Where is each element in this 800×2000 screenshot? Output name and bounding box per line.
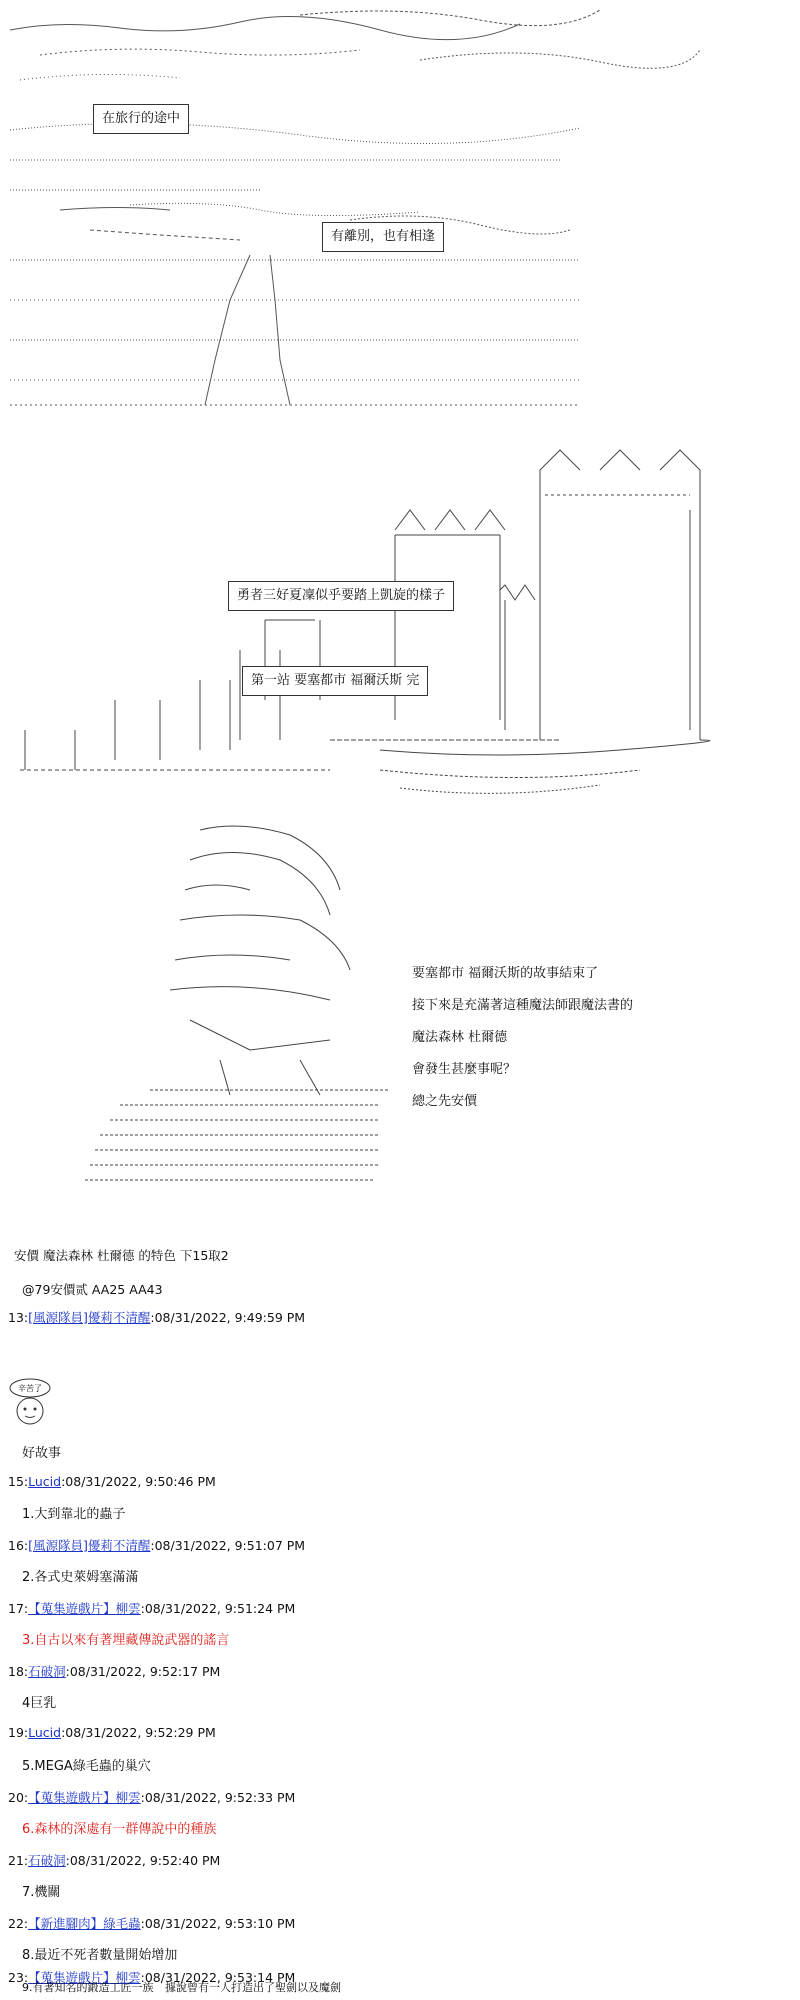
post-timestamp: :08/31/2022, 9:52:17 PM bbox=[65, 1664, 221, 1679]
avatar-label: 辛苦了 bbox=[18, 1384, 42, 1393]
post-number: 18: bbox=[8, 1664, 29, 1679]
post-body-line: 據說曾有一人打造出了聖劍以及魔劍 bbox=[165, 1981, 341, 1994]
post-number: 22: bbox=[8, 1916, 29, 1931]
post-number: 20: bbox=[8, 1790, 29, 1805]
fortress-illustration bbox=[0, 440, 800, 800]
fortress-art-panel bbox=[0, 440, 800, 800]
post-timestamp: :08/31/2022, 9:52:40 PM bbox=[65, 1853, 221, 1868]
avatar bbox=[8, 1378, 52, 1434]
character-illustration bbox=[0, 820, 420, 1200]
post-header bbox=[8, 1599, 295, 1617]
post-timestamp: :08/31/2022, 9:50:46 PM bbox=[61, 1474, 216, 1489]
narration-line: 接下來是充滿著這種魔法師跟魔法書的 bbox=[412, 998, 634, 1013]
post-number: 19: bbox=[8, 1725, 29, 1740]
poster-name-link[interactable]: [風源隊員]優莉不清醒 bbox=[28, 1310, 151, 1325]
post-body: 1.大到靠北的蟲子 bbox=[22, 1507, 126, 1522]
post-body-highlight: 6.森林的深處有一群傳說中的種族 bbox=[22, 1822, 217, 1837]
thread-subtitle: @79安價贰 AA25 AA43 bbox=[22, 1282, 163, 1297]
thread-title: 安價 魔法森林 杜爾德 的特色 下15取2 bbox=[14, 1248, 229, 1263]
avatar-face-icon bbox=[8, 1378, 52, 1430]
narration-block bbox=[412, 965, 633, 1125]
post-header bbox=[8, 1536, 305, 1554]
post-body: 好故事 bbox=[22, 1446, 62, 1461]
post-body-highlight: 3.自古以來有著埋藏傳說武器的謠言 bbox=[22, 1633, 230, 1648]
narration-line: 會發生甚麼事呢？ bbox=[412, 1062, 517, 1077]
post-timestamp: :08/31/2022, 9:52:33 PM bbox=[140, 1790, 296, 1805]
landscape-art-panel bbox=[0, 0, 800, 420]
speech-bubble-travel: 在旅行的途中 bbox=[93, 104, 189, 134]
post-header bbox=[8, 1851, 220, 1869]
post-timestamp: :08/31/2022, 9:52:29 PM bbox=[61, 1725, 216, 1740]
post-number: 21: bbox=[8, 1853, 29, 1868]
post-header bbox=[8, 1474, 216, 1489]
poster-name-link[interactable]: 【蒐集遊戲片】柳雲 bbox=[28, 1601, 141, 1616]
speech-bubble-station: 第一站 要塞都市 福爾沃斯 完 bbox=[242, 666, 428, 696]
poster-name-link[interactable]: 石破洞 bbox=[28, 1664, 66, 1679]
speech-bubble-meet: 有離別，也有相逢 bbox=[322, 222, 444, 252]
post-header bbox=[8, 1662, 220, 1680]
post-body-line: 9.有著知名的鍛造工匠一族 bbox=[22, 1981, 154, 1994]
poster-name-link[interactable]: [風源隊員]優莉不清醒 bbox=[28, 1538, 151, 1553]
character-art-panel bbox=[0, 820, 800, 1200]
post-number: 15: bbox=[8, 1474, 29, 1489]
post-number: 13: bbox=[8, 1310, 29, 1325]
post-body: 2.各式史萊姆塞滿滿 bbox=[22, 1570, 139, 1585]
post-header bbox=[8, 1725, 216, 1740]
post-body bbox=[22, 1981, 341, 1994]
poster-name-link[interactable]: 【新進腳肉】綠毛蟲 bbox=[28, 1916, 141, 1931]
narration-line: 總之先安價 bbox=[412, 1094, 478, 1109]
post-body: 4巨乳 bbox=[22, 1696, 57, 1711]
narration-line: 魔法森林 杜爾德 bbox=[412, 1030, 508, 1045]
post-number: 17: bbox=[8, 1601, 29, 1616]
speech-bubble-hero: 勇者三好夏凜似乎要踏上凱旋的樣子 bbox=[228, 581, 454, 611]
post-timestamp: :08/31/2022, 9:51:24 PM bbox=[140, 1601, 296, 1616]
post-header bbox=[8, 1788, 295, 1806]
post-number: 16: bbox=[8, 1538, 29, 1553]
post-timestamp: :08/31/2022, 9:51:07 PM bbox=[150, 1538, 306, 1553]
post-timestamp: :08/31/2022, 9:53:14 PM bbox=[140, 1970, 296, 1985]
poster-name-link[interactable]: 【蒐集遊戲片】柳雲 bbox=[28, 1790, 141, 1805]
post-body: 7.機關 bbox=[22, 1885, 61, 1900]
post-body: 5.MEGA綠毛蟲的巢穴 bbox=[22, 1759, 151, 1774]
post-timestamp: :08/31/2022, 9:53:10 PM bbox=[140, 1916, 296, 1931]
poster-name-link[interactable]: Lucid bbox=[28, 1725, 62, 1740]
poster-name-link[interactable]: 石破洞 bbox=[28, 1853, 66, 1868]
post-header bbox=[8, 1914, 295, 1932]
post-number: 23: bbox=[8, 1970, 29, 1985]
poster-name-link[interactable]: 【蒐集遊戲片】柳雲 bbox=[28, 1970, 141, 1985]
post-timestamp: :08/31/2022, 9:49:59 PM bbox=[150, 1310, 306, 1325]
post-body: 8.最近不死者數量開始增加 bbox=[22, 1948, 178, 1963]
post-header bbox=[8, 1308, 305, 1326]
poster-name-link[interactable]: Lucid bbox=[28, 1474, 62, 1489]
landscape-illustration bbox=[0, 0, 800, 420]
narration-line: 要塞都市 福爾沃斯的故事結束了 bbox=[412, 966, 599, 981]
